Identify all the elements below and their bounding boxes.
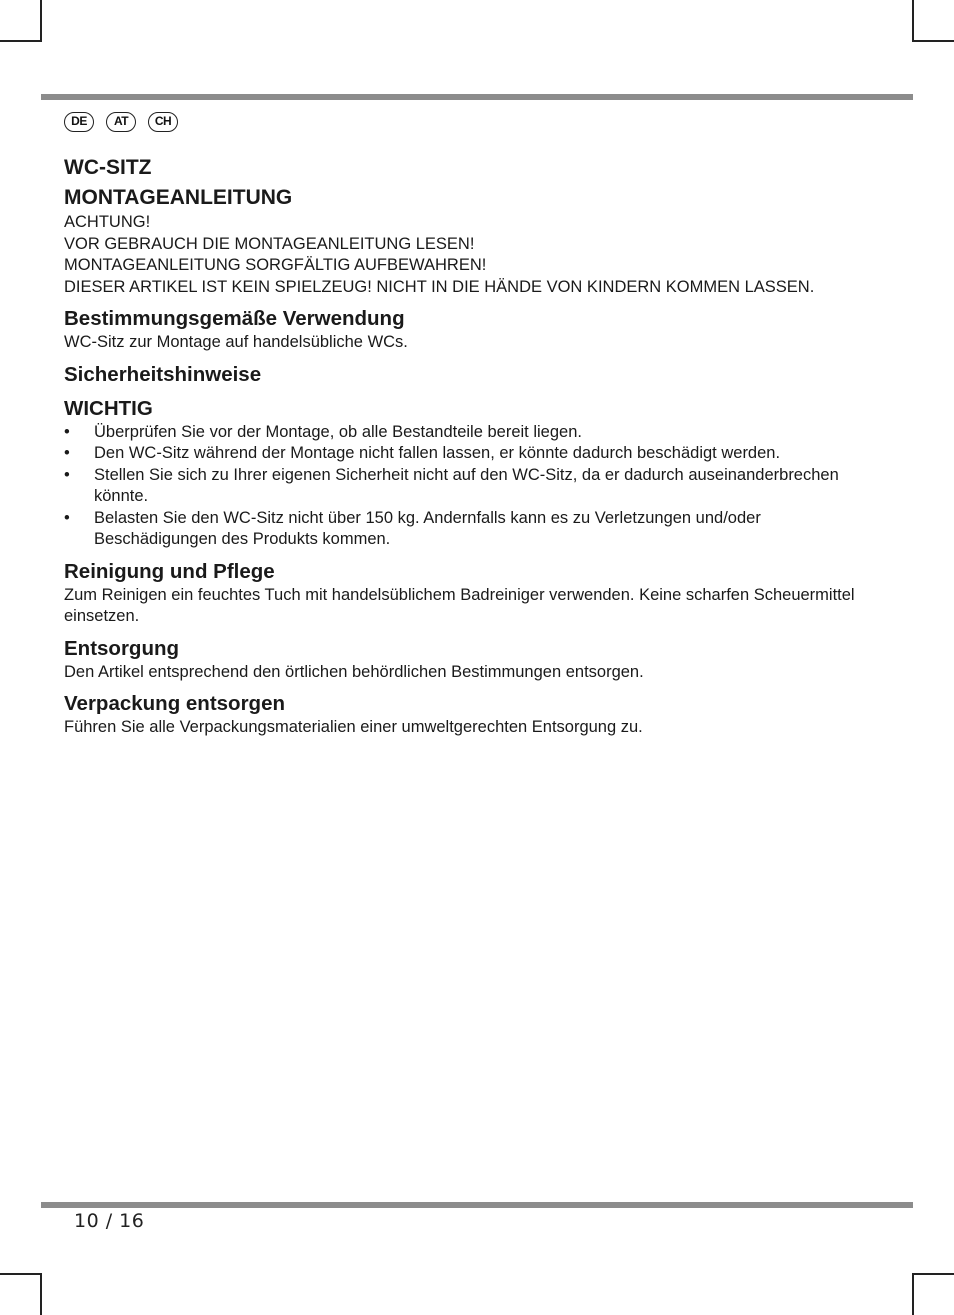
packaging-text: Führen Sie alle Verpackungsmaterialien einer umweltgerechten Entsorgung zu.: [64, 718, 643, 736]
bullet-icon: •: [64, 508, 70, 527]
locale-badges: [64, 112, 178, 132]
document-body: [64, 154, 864, 739]
list-item-text: Den WC-Sitz während der Montage nicht fallen lassen, er könnte dadurch beschädigt werden.: [94, 444, 781, 462]
intended-use-heading: Bestimmungsgemäße Verwendung: [64, 307, 405, 330]
cleaning-heading: Reinigung und Pflege: [64, 559, 275, 583]
crop-mark-bottom-right-h: [912, 1273, 954, 1275]
warning-line: DIESER ARTIKEL IST KEIN SPIELZEUG! NICHT IN DIE HÄNDE VON KINDERN KOMMEN LASSEN.: [64, 277, 815, 296]
warning-line: VOR GEBRAUCH DIE MONTAGEANLEITUNG LESEN!: [64, 234, 475, 253]
crop-mark-top-right-h: [912, 40, 954, 42]
document-subtitle: MONTAGEANLEITUNG: [64, 186, 293, 209]
bullet-icon: •: [64, 465, 70, 484]
crop-mark-bottom-left-v: [40, 1273, 42, 1315]
crop-mark-top-left-v: [40, 0, 42, 42]
warning-line: ACHTUNG!: [64, 213, 151, 231]
crop-mark-bottom-right-v: [912, 1273, 914, 1315]
bullet-icon: •: [64, 422, 70, 441]
warning-block: [64, 212, 864, 298]
list-item: [64, 465, 864, 508]
footer-rule: [41, 1202, 913, 1208]
list-item: [64, 443, 864, 465]
list-item: [64, 422, 864, 444]
document-title: WC-SITZ: [64, 156, 152, 179]
safety-list: [64, 422, 864, 551]
list-item-text: Überprüfen Sie vor der Montage, ob alle Bestandteile bereit liegen.: [94, 422, 582, 441]
list-item-text: Belasten Sie den WC-Sitz nicht über 150 kg. Andernfalls kann es zu Verletzungen und/oder Beschädigungen des Produkts kommen.: [94, 508, 761, 548]
list-item: [64, 508, 864, 551]
safety-heading: Sicherheitshinweise: [64, 362, 262, 386]
crop-mark-top-right-v: [912, 0, 914, 42]
locale-badge-de: DE: [64, 112, 94, 132]
crop-mark-top-left-h: [0, 40, 42, 42]
packaging-heading: Verpackung entsorgen: [64, 692, 286, 715]
disposal-text: Den Artikel entsprechend den örtlichen behördlichen Bestimmungen entsorgen.: [64, 662, 644, 681]
safety-subheading: WICHTIG: [64, 396, 153, 420]
crop-mark-bottom-left-h: [0, 1273, 42, 1275]
warning-line: MONTAGEANLEITUNG SORGFÄLTIG AUFBEWAHREN!: [64, 256, 487, 274]
locale-badge-ch: CH: [148, 112, 178, 132]
header-rule: [41, 94, 913, 100]
locale-badge-at: AT: [106, 112, 136, 132]
cleaning-text: Zum Reinigen ein feuchtes Tuch mit handelsüblichem Badreiniger verwenden. Keine scharfen Scheuermittel einsetzen.: [64, 585, 855, 625]
list-item-text: Stellen Sie sich zu Ihrer eigenen Sicherheit nicht auf den WC-Sitz, da er dadurch auseinanderbrechen könnte.: [94, 465, 839, 505]
disposal-heading: Entsorgung: [64, 636, 180, 660]
page-number: 10 / 16: [74, 1210, 145, 1232]
intended-use-text: WC-Sitz zur Montage auf handelsübliche WCs.: [64, 333, 408, 351]
bullet-icon: •: [64, 444, 70, 462]
